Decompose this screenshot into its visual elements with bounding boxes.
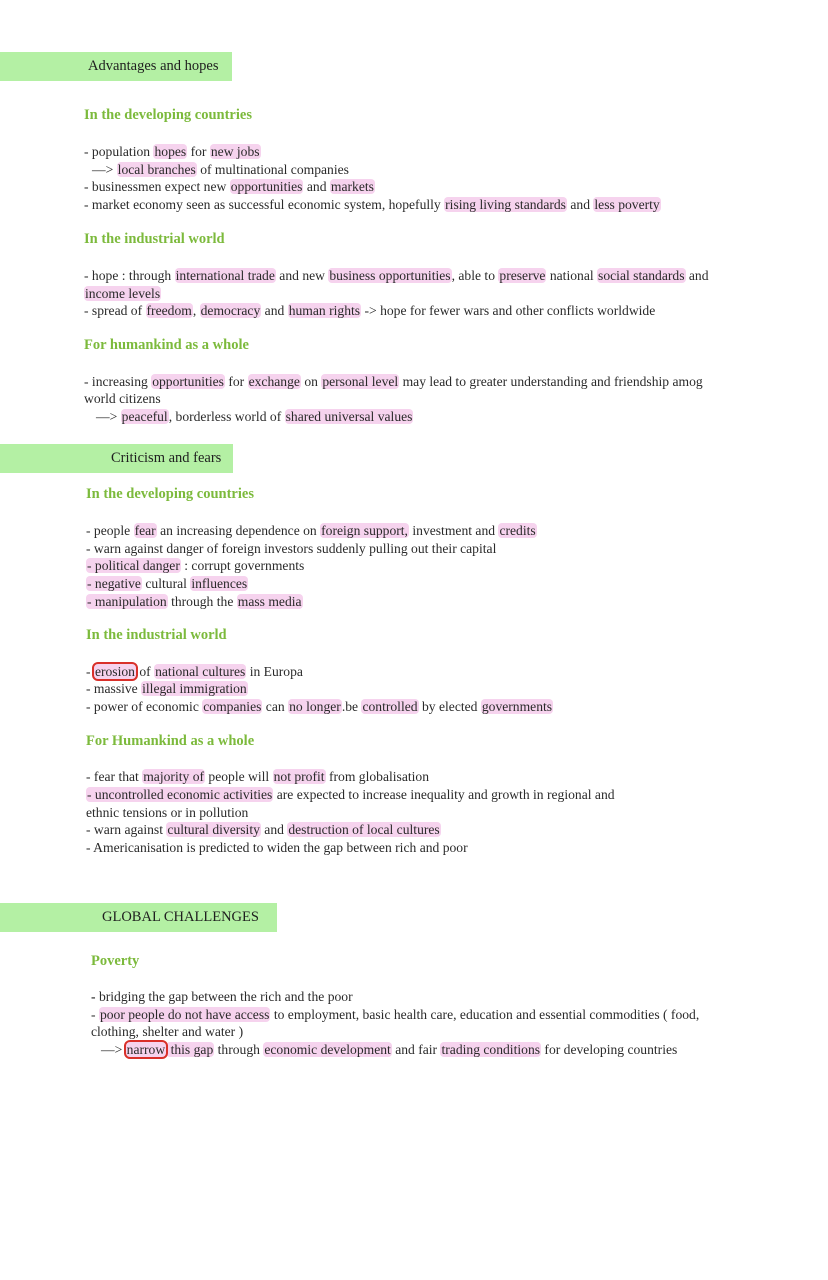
text-line: - warn against danger of foreign investors suddenly pulling out their capital	[86, 541, 497, 556]
text-line: - people fear an increasing dependence on foreign support, investment and credits	[86, 523, 536, 538]
text-line: - warn against cultural diversity and destruction of local cultures	[86, 822, 440, 837]
section-banner-advantages	[0, 52, 232, 81]
text-line: - bridging the gap between the rich and the poor	[91, 989, 353, 1004]
text-line: - hope : through international trade and new business opportunities, able to preserve national social standards and	[84, 268, 709, 283]
text-line: - political danger : corrupt governments	[87, 558, 305, 573]
text-line: - manipulation through the mass media	[87, 594, 302, 609]
section-banner-global-challenges	[0, 903, 277, 932]
heading-industrial-world: In the industrial world	[84, 231, 225, 247]
banner-label: Criticism and fears	[111, 450, 222, 466]
boxed-word: narrow	[126, 1042, 166, 1057]
text-line: ethnic tensions or in pollution	[86, 805, 249, 820]
text-line: world citizens	[84, 391, 161, 406]
text-line: - increasing opportunities for exchange on personal level may lead to greater understanding and friendship amog	[84, 374, 703, 389]
text-line: - Americanisation is predicted to widen the gap between rich and poor	[86, 840, 468, 855]
text-line: —> local branches of multinational companies	[92, 162, 349, 177]
text-line: clothing, shelter and water )	[91, 1024, 244, 1039]
heading-developing-countries: In the developing countries	[84, 107, 252, 123]
text-line: - fear that majority of people will not profit from globalisation	[86, 769, 430, 784]
text-line: - spread of freedom, democracy and human rights -> hope for fewer wars and other conflicts worldwide	[84, 303, 656, 318]
text-line: - population hopes for new jobs	[84, 144, 260, 159]
heading-developing-countries: In the developing countries	[86, 486, 254, 502]
text-line: - massive illegal immigration	[86, 681, 247, 696]
text-line: - uncontrolled economic activities are expected to increase inequality and growth in regional and	[87, 787, 615, 802]
text-line: - negative cultural influences	[87, 576, 248, 591]
heading-humankind: For humankind as a whole	[84, 337, 249, 353]
section-banner-criticism	[0, 444, 233, 473]
banner-label: GLOBAL CHALLENGES	[102, 909, 259, 925]
text-line: —> peaceful, borderless world of shared universal values	[96, 409, 413, 424]
text-line: - businessmen expect new opportunities and markets	[84, 179, 374, 194]
text-line: - market economy seen as successful economic system, hopefully rising living standards and less poverty	[84, 197, 660, 212]
heading-humankind: For Humankind as a whole	[86, 733, 255, 749]
heading-industrial-world: In the industrial world	[86, 627, 227, 643]
banner-label: Advantages and hopes	[88, 58, 219, 74]
text-line: - poor people do not have access to employment, basic health care, education and essential commodities ( food,	[91, 1007, 700, 1022]
text-line: —> narrow this gap through economic development and fair trading conditions for developing countries	[101, 1042, 678, 1057]
boxed-word: erosion	[94, 664, 135, 679]
heading-poverty: Poverty	[91, 953, 140, 969]
text-line: - erosion of national cultures in Europa	[86, 664, 303, 679]
text-line: - power of economic companies can no longer.be controlled by elected governments	[86, 699, 553, 714]
text-line: income levels	[85, 286, 161, 301]
